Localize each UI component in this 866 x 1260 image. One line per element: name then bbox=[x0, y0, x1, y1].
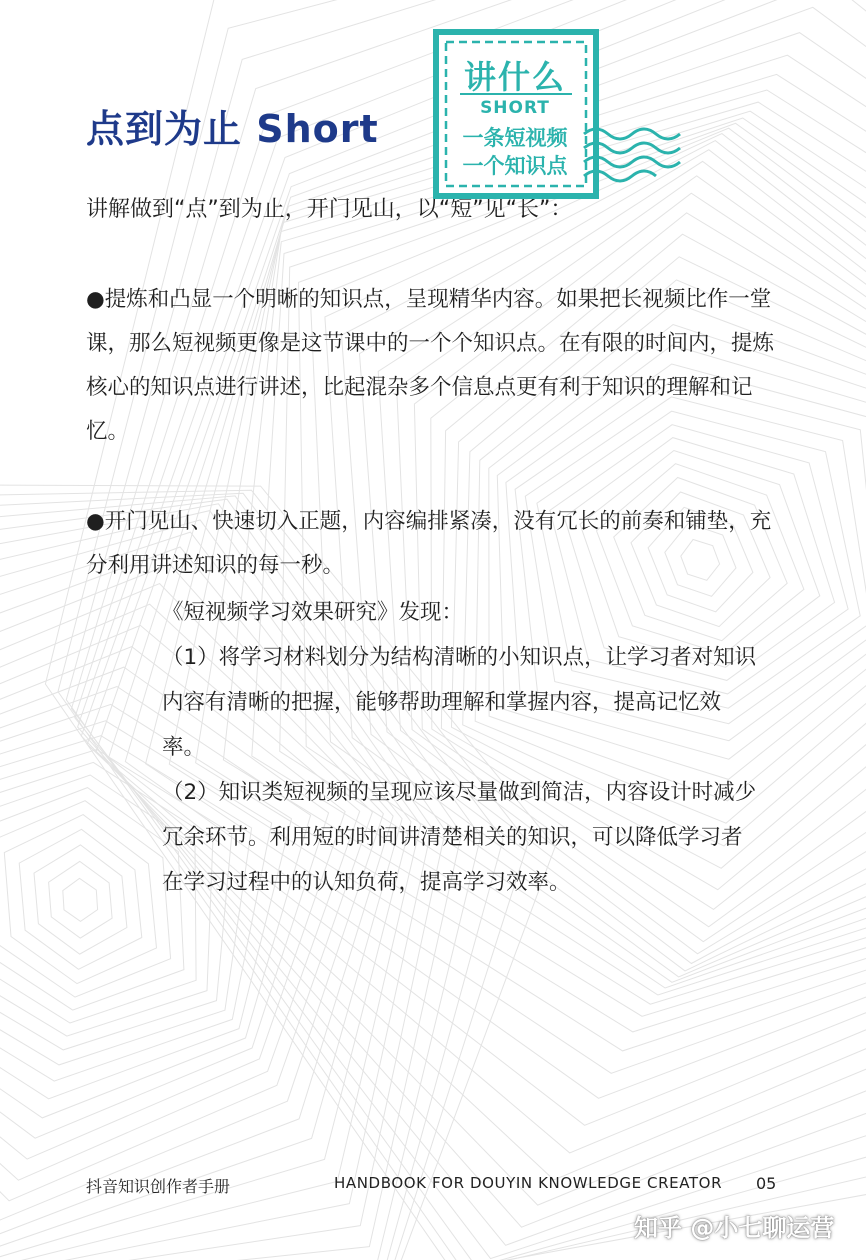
research-quote bbox=[162, 590, 762, 905]
footer-handbook-english: HANDBOOK FOR DOUYIN KNOWLEDGE CREATOR bbox=[334, 1174, 723, 1192]
stamp-subheading: SHORT bbox=[480, 98, 550, 118]
quote-item: （2）知识类短视频的呈现应该尽量做到简洁，内容设计时减少冗余环节。利用短的时间讲清楚相关的知识，可以降低学习者在学习过程中的认知负荷，提高学习效率。 bbox=[162, 780, 757, 895]
footer-handbook-title: 抖音知识创作者手册 bbox=[86, 1177, 231, 1196]
watermark: 知乎 @小七聊运营 bbox=[634, 1214, 835, 1242]
bullet-paragraph: ●开门见山、快速切入正题，内容编排紧凑，没有冗长的前奏和铺垫，充分利用讲述知识的每一秒。 bbox=[86, 509, 772, 578]
page-title: 点到为止 Short bbox=[86, 107, 379, 151]
intro-text: 讲解做到“点”到为止，开门见山，以“短”见“长”： bbox=[86, 197, 573, 222]
stamp-line: 一条短视频 bbox=[462, 126, 568, 150]
stamp-line: 一个知识点 bbox=[462, 154, 568, 178]
quote-item: （1）将学习材料划分为结构清晰的小知识点，让学习者对知识内容有清晰的把握，能够帮助理解和掌握内容，提高记忆效率。 bbox=[162, 645, 757, 760]
bullet-paragraph: ●提炼和凸显一个明晰的知识点，呈现精华内容。如果把长视频比作一堂课，那么短视频更像是这节课中的一个个知识点。在有限的时间内，提炼核心的知识点进行讲述，比起混杂多个信息点更有利于知识的理解和记忆。 bbox=[86, 287, 775, 444]
page-number: 05 bbox=[756, 1174, 777, 1193]
quote-intro: 《短视频学习效果研究》发现： bbox=[162, 600, 464, 625]
stamp-heading: 讲什么 bbox=[463, 58, 566, 96]
